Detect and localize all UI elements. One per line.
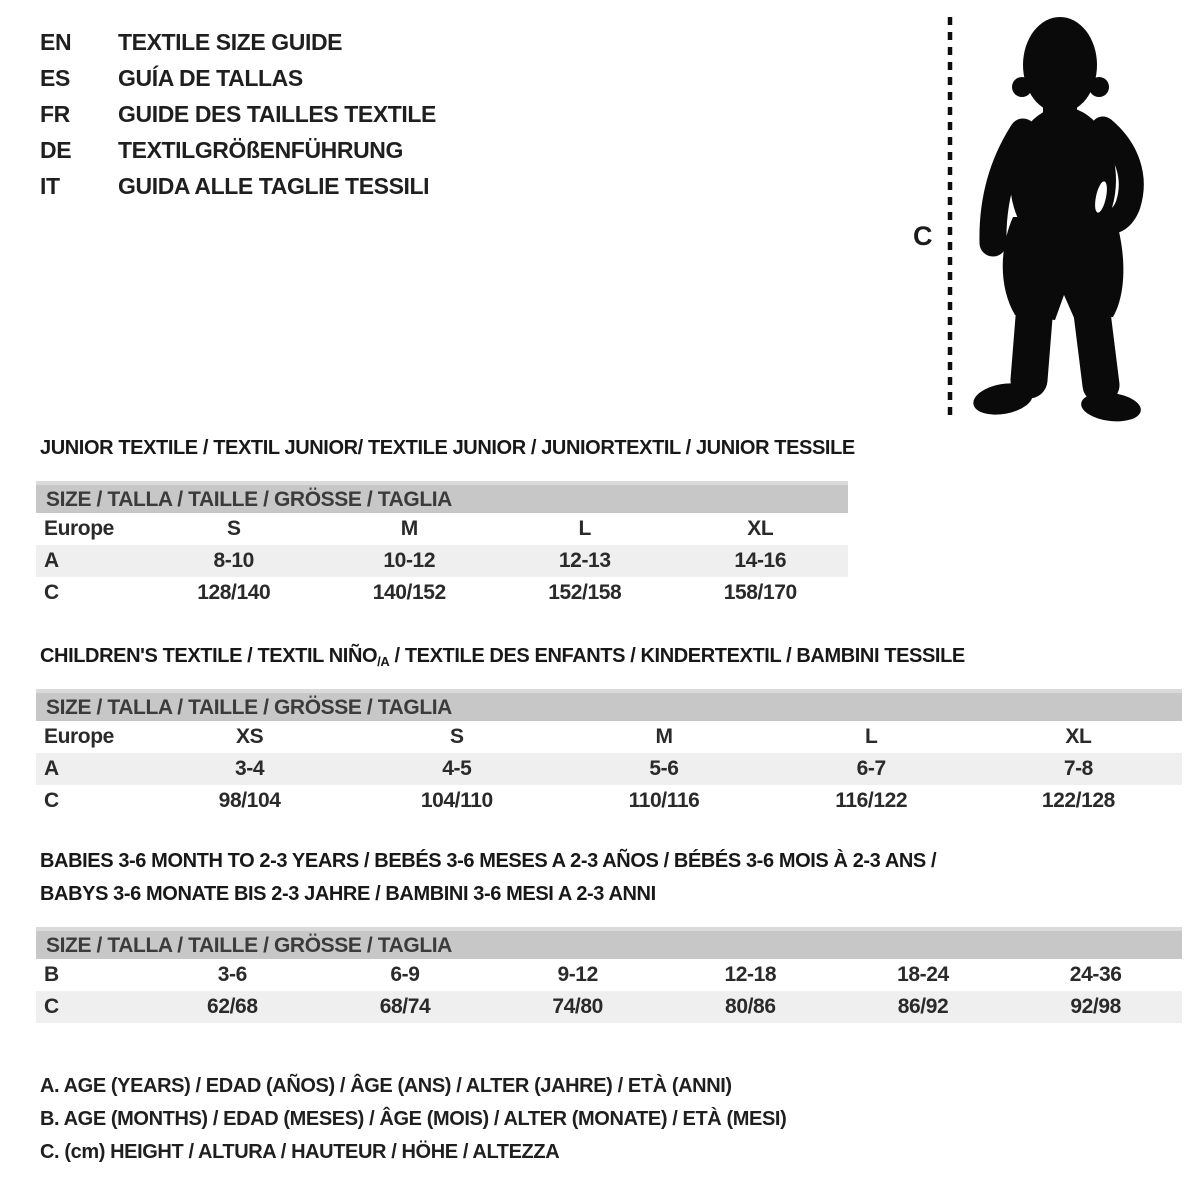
table-row: [36, 513, 848, 545]
table-cell: L: [864, 725, 878, 748]
table-cell: 104/110: [420, 789, 493, 812]
table-row: [36, 577, 848, 609]
table-cell: 18-24: [897, 963, 949, 986]
table-cell: 74/80: [552, 995, 603, 1018]
table-cell: 7-8: [1063, 757, 1093, 780]
language-row: [40, 96, 436, 132]
table-row: [36, 545, 848, 577]
table-cell: 10-12: [383, 549, 436, 572]
row-label: C: [44, 581, 59, 604]
language-code: DE: [40, 137, 72, 163]
children-section-title: [40, 645, 965, 669]
table-cell: 110/116: [628, 789, 700, 812]
table-row: [36, 753, 1182, 785]
junior-size-table: [36, 481, 848, 609]
babies-title-line2: BABYS 3-6 MONATE BIS 2-3 JAHRE / BAMBINI 3-6 MESI A 2-3 ANNI: [40, 883, 656, 905]
guide-title: TEXTILE SIZE GUIDE: [118, 29, 343, 55]
table-cell: XL: [747, 517, 774, 540]
table-cell: 12-13: [558, 549, 611, 572]
table-cell: 140/152: [372, 581, 446, 604]
guide-title: TEXTILGRÖßENFÜHRUNG: [118, 137, 403, 163]
children-size-table: [36, 689, 1182, 817]
table-cell: 6-7: [856, 757, 886, 780]
table-cell: XL: [1065, 725, 1092, 748]
row-label: Europe: [44, 725, 114, 748]
table-cell: 8-10: [213, 549, 254, 572]
table-cell: 80/86: [725, 995, 776, 1018]
table-cell: 9-12: [557, 963, 598, 986]
babies-section-title: [40, 845, 936, 911]
table-row: [36, 785, 1182, 817]
table-cell: S: [226, 517, 241, 540]
table-cell: 92/98: [1070, 995, 1121, 1018]
table-row: [36, 991, 1182, 1023]
row-label: C: [44, 789, 59, 812]
language-row: [40, 60, 436, 96]
table-cell: 6-9: [390, 963, 420, 986]
guide-title: GUIDA ALLE TAGLIE TESSILI: [118, 173, 430, 199]
toddler-silhouette-icon: [893, 5, 1188, 425]
language-code: FR: [40, 101, 70, 127]
table-row: [36, 721, 1182, 753]
language-title-list: [40, 24, 436, 204]
row-label: B: [44, 963, 59, 986]
language-row: [40, 168, 436, 204]
size-header-bar: SIZE / TALLA / TAILLE / GRÖSSE / TAGLIA: [36, 927, 1182, 959]
size-header-bar: SIZE / TALLA / TAILLE / GRÖSSE / TAGLIA: [36, 689, 1182, 721]
table-cell: 128/140: [197, 581, 271, 604]
table-cell: 152/158: [548, 581, 622, 604]
table-cell: 68/74: [379, 995, 431, 1018]
footnote-b: B. AGE (MONTHS) / EDAD (MESES) / ÂGE (MOIS) / ALTER (MONATE) / ETÀ (MESI): [40, 1108, 787, 1130]
language-row: [40, 24, 436, 60]
table-cell: M: [400, 517, 418, 540]
junior-section-title: JUNIOR TEXTILE / TEXTIL JUNIOR/ TEXTILE JUNIOR / JUNIORTEXTIL / JUNIOR TESSILE: [40, 437, 855, 459]
table-cell: 24-36: [1069, 963, 1122, 986]
table-cell: 4-5: [442, 757, 472, 780]
table-cell: XS: [235, 725, 264, 748]
height-measure-figure: [893, 5, 1188, 425]
table-cell: 12-18: [724, 963, 777, 986]
table-cell: 5-6: [649, 757, 679, 780]
guide-title: GUIDE DES TAILLES TEXTILE: [118, 101, 436, 127]
footnote-c: C. (cm) HEIGHT / ALTURA / HAUTEUR / HÖHE / ALTEZZA: [40, 1141, 560, 1163]
table-row: [36, 959, 1182, 991]
footnote-legend: [40, 1070, 786, 1169]
language-row: [40, 132, 436, 168]
table-cell: 116/122: [835, 789, 908, 812]
language-code: EN: [40, 29, 72, 55]
row-label: A: [44, 549, 59, 572]
table-cell: 3-6: [217, 963, 247, 986]
table-cell: S: [449, 725, 464, 748]
table-cell: 86/92: [897, 995, 949, 1018]
table-cell: 3-4: [235, 757, 265, 780]
babies-size-table: [36, 927, 1182, 1023]
row-label: A: [44, 757, 59, 780]
table-cell: L: [578, 517, 591, 540]
toddler-silhouette: [971, 17, 1143, 425]
footnote-a: A. AGE (YEARS) / EDAD (AÑOS) / ÂGE (ANS) / ALTER (JAHRE) / ETÀ (ANNI): [40, 1075, 732, 1097]
guide-title: GUÍA DE TALLAS: [118, 65, 303, 91]
children-title-pre: CHILDREN'S TEXTILE / TEXTIL NIÑO: [40, 645, 378, 667]
row-label: Europe: [44, 517, 114, 540]
table-cell: 122/128: [1041, 789, 1115, 812]
babies-title-line1: BABIES 3-6 MONTH TO 2-3 YEARS / BEBÉS 3-6 MESES A 2-3 AÑOS / BÉBÉS 3-6 MOIS À 2-3 ANS /: [40, 850, 937, 872]
row-label: C: [44, 995, 59, 1018]
language-code: IT: [40, 173, 60, 199]
table-cell: 98/104: [218, 789, 281, 812]
table-cell: 14-16: [734, 549, 787, 572]
children-title-sub: /A: [377, 654, 390, 669]
language-code: ES: [40, 65, 70, 91]
table-cell: 158/170: [723, 581, 797, 604]
measure-letter-c: C: [913, 221, 933, 251]
size-header-bar: SIZE / TALLA / TAILLE / GRÖSSE / TAGLIA: [36, 481, 848, 513]
children-title-post: / TEXTILE DES ENFANTS / KINDERTEXTIL / BAMBINI TESSILE: [389, 645, 965, 667]
table-cell: M: [655, 725, 673, 748]
table-cell: 62/68: [207, 995, 258, 1018]
